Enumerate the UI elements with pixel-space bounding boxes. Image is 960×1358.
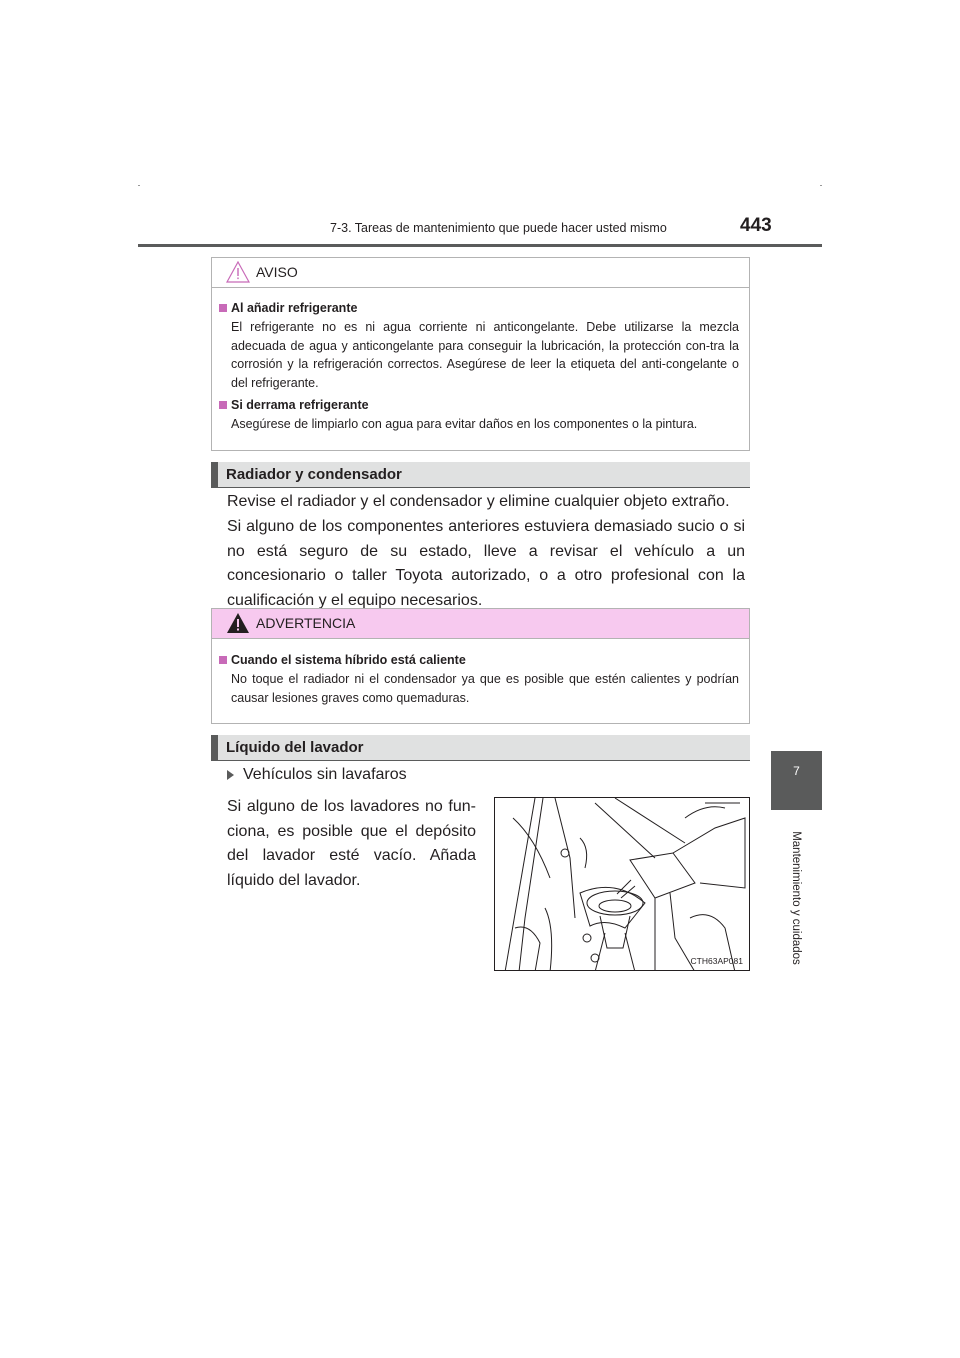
- body-paragraph: Revise el radiador y el condensador y elimine cualquier objeto extraño.: [227, 493, 730, 510]
- caution-triangle-icon: [226, 261, 250, 283]
- page-number: 443: [740, 215, 772, 236]
- advertencia-item-heading: Cuando el sistema híbrido está caliente: [231, 653, 466, 667]
- condition-text: Vehículos sin lavafaros: [243, 766, 407, 783]
- aviso-title: AVISO: [256, 264, 298, 280]
- washer-fluid-illustration: [494, 797, 750, 971]
- body-paragraph: Si alguno de los lavadores no fun-ciona, es posible que el depósito del lavador esté vacío. Añada líquido del lavador.: [227, 798, 476, 889]
- section-title: Líquido del lavador: [226, 739, 364, 756]
- warning-triangle-icon: [226, 612, 250, 634]
- section-bar: [211, 462, 218, 487]
- section-heading-lavador: [211, 735, 750, 761]
- bullet-square-icon: [219, 401, 227, 409]
- arrow-right-icon: [227, 770, 234, 780]
- advertencia-header: [212, 609, 749, 639]
- chapter-header-title: 7-3. Tareas de mantenimiento que puede hacer usted mismo: [330, 221, 667, 235]
- figure-code: CTH63AP081: [690, 956, 743, 966]
- bullet-square-icon: [219, 304, 227, 312]
- aviso-item-body: Asegúrese de limpiarlo con agua para evitar daños en los componentes o la pintura.: [231, 417, 698, 431]
- aviso-item: [219, 398, 739, 434]
- advertencia-title: ADVERTENCIA: [256, 615, 356, 631]
- section-title: Radiador y condensador: [226, 466, 402, 483]
- advertencia-item: [219, 653, 739, 707]
- aviso-item-body: El refrigerante no es ni agua corriente ni anticongelante. Debe utilizarse la mezcla adecuada de agua y anticongelante para conseguir la lubricación, la protección con-tra la corrosión y la refrigeración correctos. Asegúrese de leer la etiqueta del anti-congelante o del refrigerante.: [231, 320, 739, 390]
- crop-mark-right: [820, 185, 822, 186]
- aviso-item: [219, 301, 739, 392]
- condition-bullet: [227, 766, 407, 784]
- aviso-item-heading: Al añadir refrigerante: [231, 301, 358, 315]
- aviso-item-heading: Si derrama refrigerante: [231, 398, 369, 412]
- advertencia-item-body: No toque el radiador ni el condensador ya que es posible que estén calientes y podrían causar lesiones graves como quemaduras.: [231, 672, 739, 705]
- chapter-tab: [771, 751, 822, 810]
- crop-mark-left: [138, 185, 140, 186]
- body-paragraph: Si alguno de los componentes anteriores estuviera demasiado sucio o si no está seguro de su estado, lleve a revisar el vehículo a un concesionario o taller Toyota autorizado, o a otro profesional con la cualificación y el equipo necesarios.: [227, 518, 745, 609]
- aviso-header: [212, 258, 749, 288]
- chapter-number: 7: [793, 764, 800, 778]
- section-bar: [211, 735, 218, 760]
- pouring-washer-fluid-drawing: [495, 798, 750, 971]
- header-rule: [138, 244, 822, 247]
- aviso-box: [211, 257, 750, 451]
- bullet-square-icon: [219, 656, 227, 664]
- advertencia-box: [211, 608, 750, 724]
- chapter-side-label: [783, 818, 809, 978]
- section-heading-radiador: [211, 462, 750, 488]
- chapter-label-text: Mantenimiento y cuidados: [790, 831, 802, 965]
